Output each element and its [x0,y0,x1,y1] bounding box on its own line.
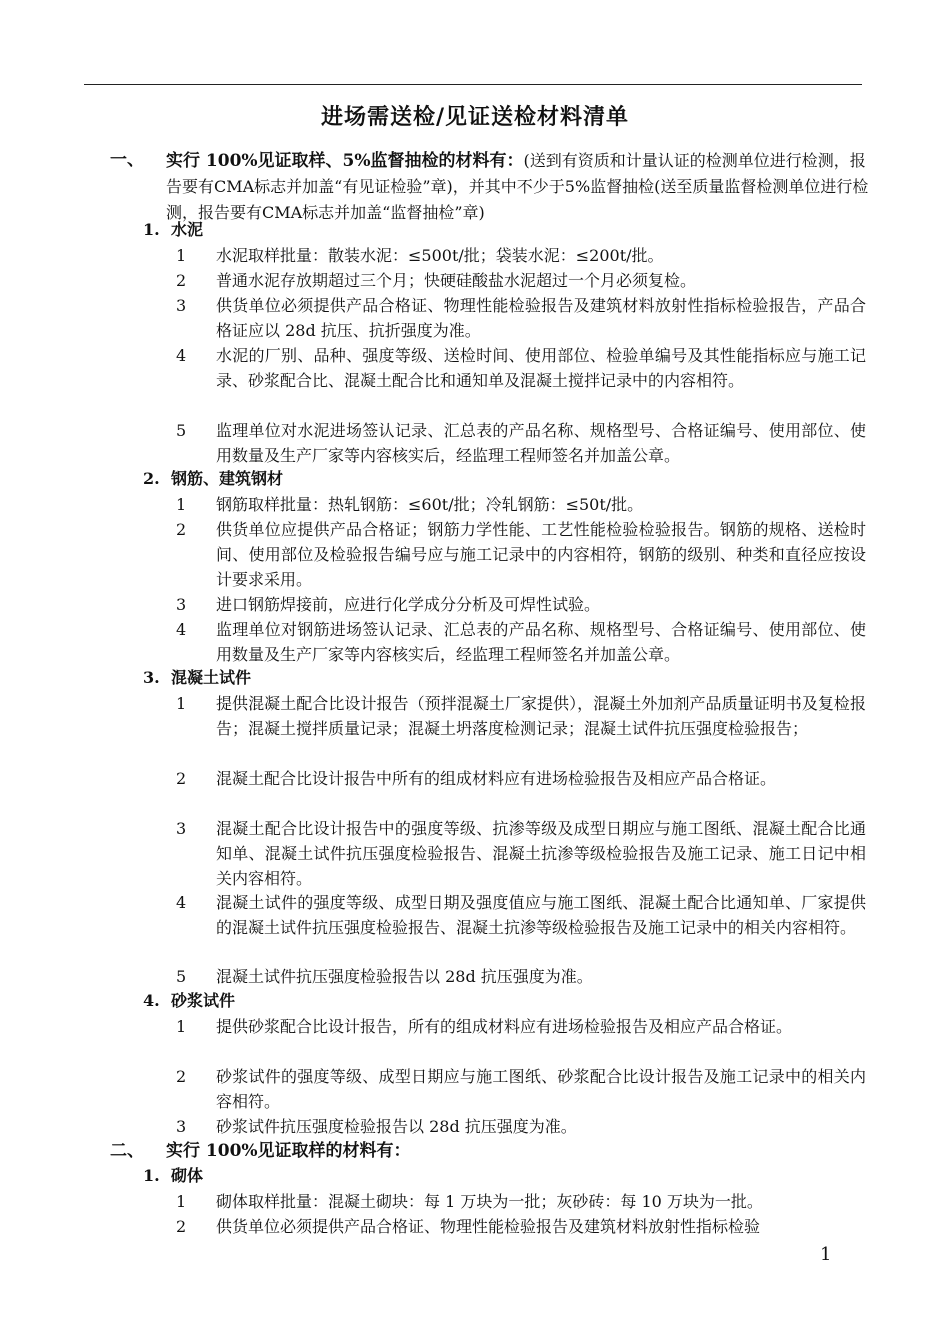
list-item: 4 水泥的厂别、品种、强度等级、送检时间、使用部位、检验单编号及其性能指标应与施工记录、砂浆配合比、混凝土配合比和通知单及混凝土搅拌记录中的内容相符。 [176,346,866,390]
list-item: 4 混凝土试件的强度等级、成型日期及强度值应与施工图纸、混凝土配合比通知单、厂家提供的混凝土试件抗压强度检验报告、混凝土抗渗等级检验报告及施工记录中的相关内容相符。 [176,893,866,937]
subsection-number: 1. [143,220,160,239]
subsection-steel [143,467,283,491]
list-item: 2 供货单位应提供产品合格证；钢筋力学性能、工艺性能检验检验报告。钢筋的规格、送检时间、使用部位及检验报告编号应与施工记录中的内容相符，钢筋的级别、种类和直径应按设计要求采用。 [176,520,866,589]
header-rule [84,84,862,85]
section-2 [110,1139,870,1164]
section-number: 一、 [110,150,144,170]
list-item: 5 监理单位对水泥进场签认记录、汇总表的产品名称、规格型号、合格证编号、使用部位、使用数量及生产厂家等内容核实后，经监理工程师签名并加盖公章。 [176,421,866,465]
page-number: 1 [820,1244,832,1265]
list-item: 1 钢筋取样批量：热轧钢筋：≤60t/批；冷轧钢筋：≤50t/批。 [176,495,644,514]
subsection-title: 钢筋、建筑钢材 [171,469,284,488]
subsection-number: 3. [143,668,160,687]
section-1 [110,148,870,226]
subsection-concrete [143,666,251,690]
section-body [166,1139,870,1164]
list-item: 5 混凝土试件抗压强度检验报告以 28d 抗压强度为准。 [176,967,593,986]
subsection-number: 4. [143,991,160,1010]
list-item: 2 砂浆试件的强度等级、成型日期应与施工图纸、砂浆配合比设计报告及施工记录中的相关内容相符。 [176,1067,866,1111]
list-item: 3 砂浆试件抗压强度检验报告以 28d 抗压强度为准。 [176,1117,577,1136]
list-item: 1 提供混凝土配合比设计报告（预拌混凝土厂家提供），混凝土外加剂产品质量证明书及复检报告；混凝土搅拌质量记录；混凝土坍落度检测记录；混凝土试件抗压强度检验报告； [176,694,866,738]
section-heading: 实行 100%见证取样的材料有： [166,1141,411,1161]
subsection-title: 混凝土试件 [171,668,252,687]
subsection-masonry [143,1164,203,1188]
list-item: 4 监理单位对钢筋进场签认记录、汇总表的产品名称、规格型号、合格证编号、使用部位、使用数量及生产厂家等内容核实后，经监理工程师签名并加盖公章。 [176,620,866,664]
subsection-number: 1. [143,1166,160,1185]
list-item: 3 混凝土配合比设计报告中的强度等级、抗渗等级及成型日期应与施工图纸、混凝土配合比通知单、混凝土试件抗压强度检验报告、混凝土抗渗等级检验报告及施工记录、施工日记中相关内容相符。 [176,819,866,888]
document-title: 进场需送检/见证送检材料清单 [320,104,630,130]
section-body [166,148,870,226]
list-item: 2 普通水泥存放期超过三个月；快硬硅酸盐水泥超过一个月必须复检。 [176,271,697,290]
list-item: 3 进口钢筋焊接前，应进行化学成分分析及可焊性试验。 [176,595,601,614]
subsection-cement [143,218,203,242]
section-number: 二、 [110,1141,144,1161]
subsection-title: 砌体 [171,1166,204,1185]
list-item: 2 供货单位必须提供产品合格证、物理性能检验报告及建筑材料放射性指标检验 [176,1217,761,1236]
list-item: 1 砌体取样批量：混凝土砌块：每 1 万块为一批；灰砂砖：每 10 万块为一批。 [176,1192,763,1211]
section-heading: 实行 100%见证取样、5%监督抽检的材料有： [166,151,524,171]
subsection-title: 水泥 [171,220,204,239]
list-item: 3 供货单位必须提供产品合格证、物理性能检验报告及建筑材料放射性指标检验报告，产品合格证应以 28d 抗压、抗折强度为准。 [176,296,866,340]
section-note: (送到有资质和计量认证的检测单位进行检测，报告要有CMA标志并加盖“有见证检验”章)，并其中不少于5%监督抽检(送至质量监督检测单位进行检测，报告要有CMA标志并加盖“监督抽检”章) [166,151,869,222]
subsection-mortar [143,989,235,1013]
list-item: 1 提供砂浆配合比设计报告，所有的组成材料应有进场检验报告及相应产品合格证。 [176,1017,793,1036]
list-item: 2 混凝土配合比设计报告中所有的组成材料应有进场检验报告及相应产品合格证。 [176,769,777,788]
subsection-title: 砂浆试件 [171,991,236,1010]
list-item: 1 水泥取样批量：散装水泥：≤500t/批；袋装水泥：≤200t/批。 [176,246,664,265]
subsection-number: 2. [143,469,160,488]
